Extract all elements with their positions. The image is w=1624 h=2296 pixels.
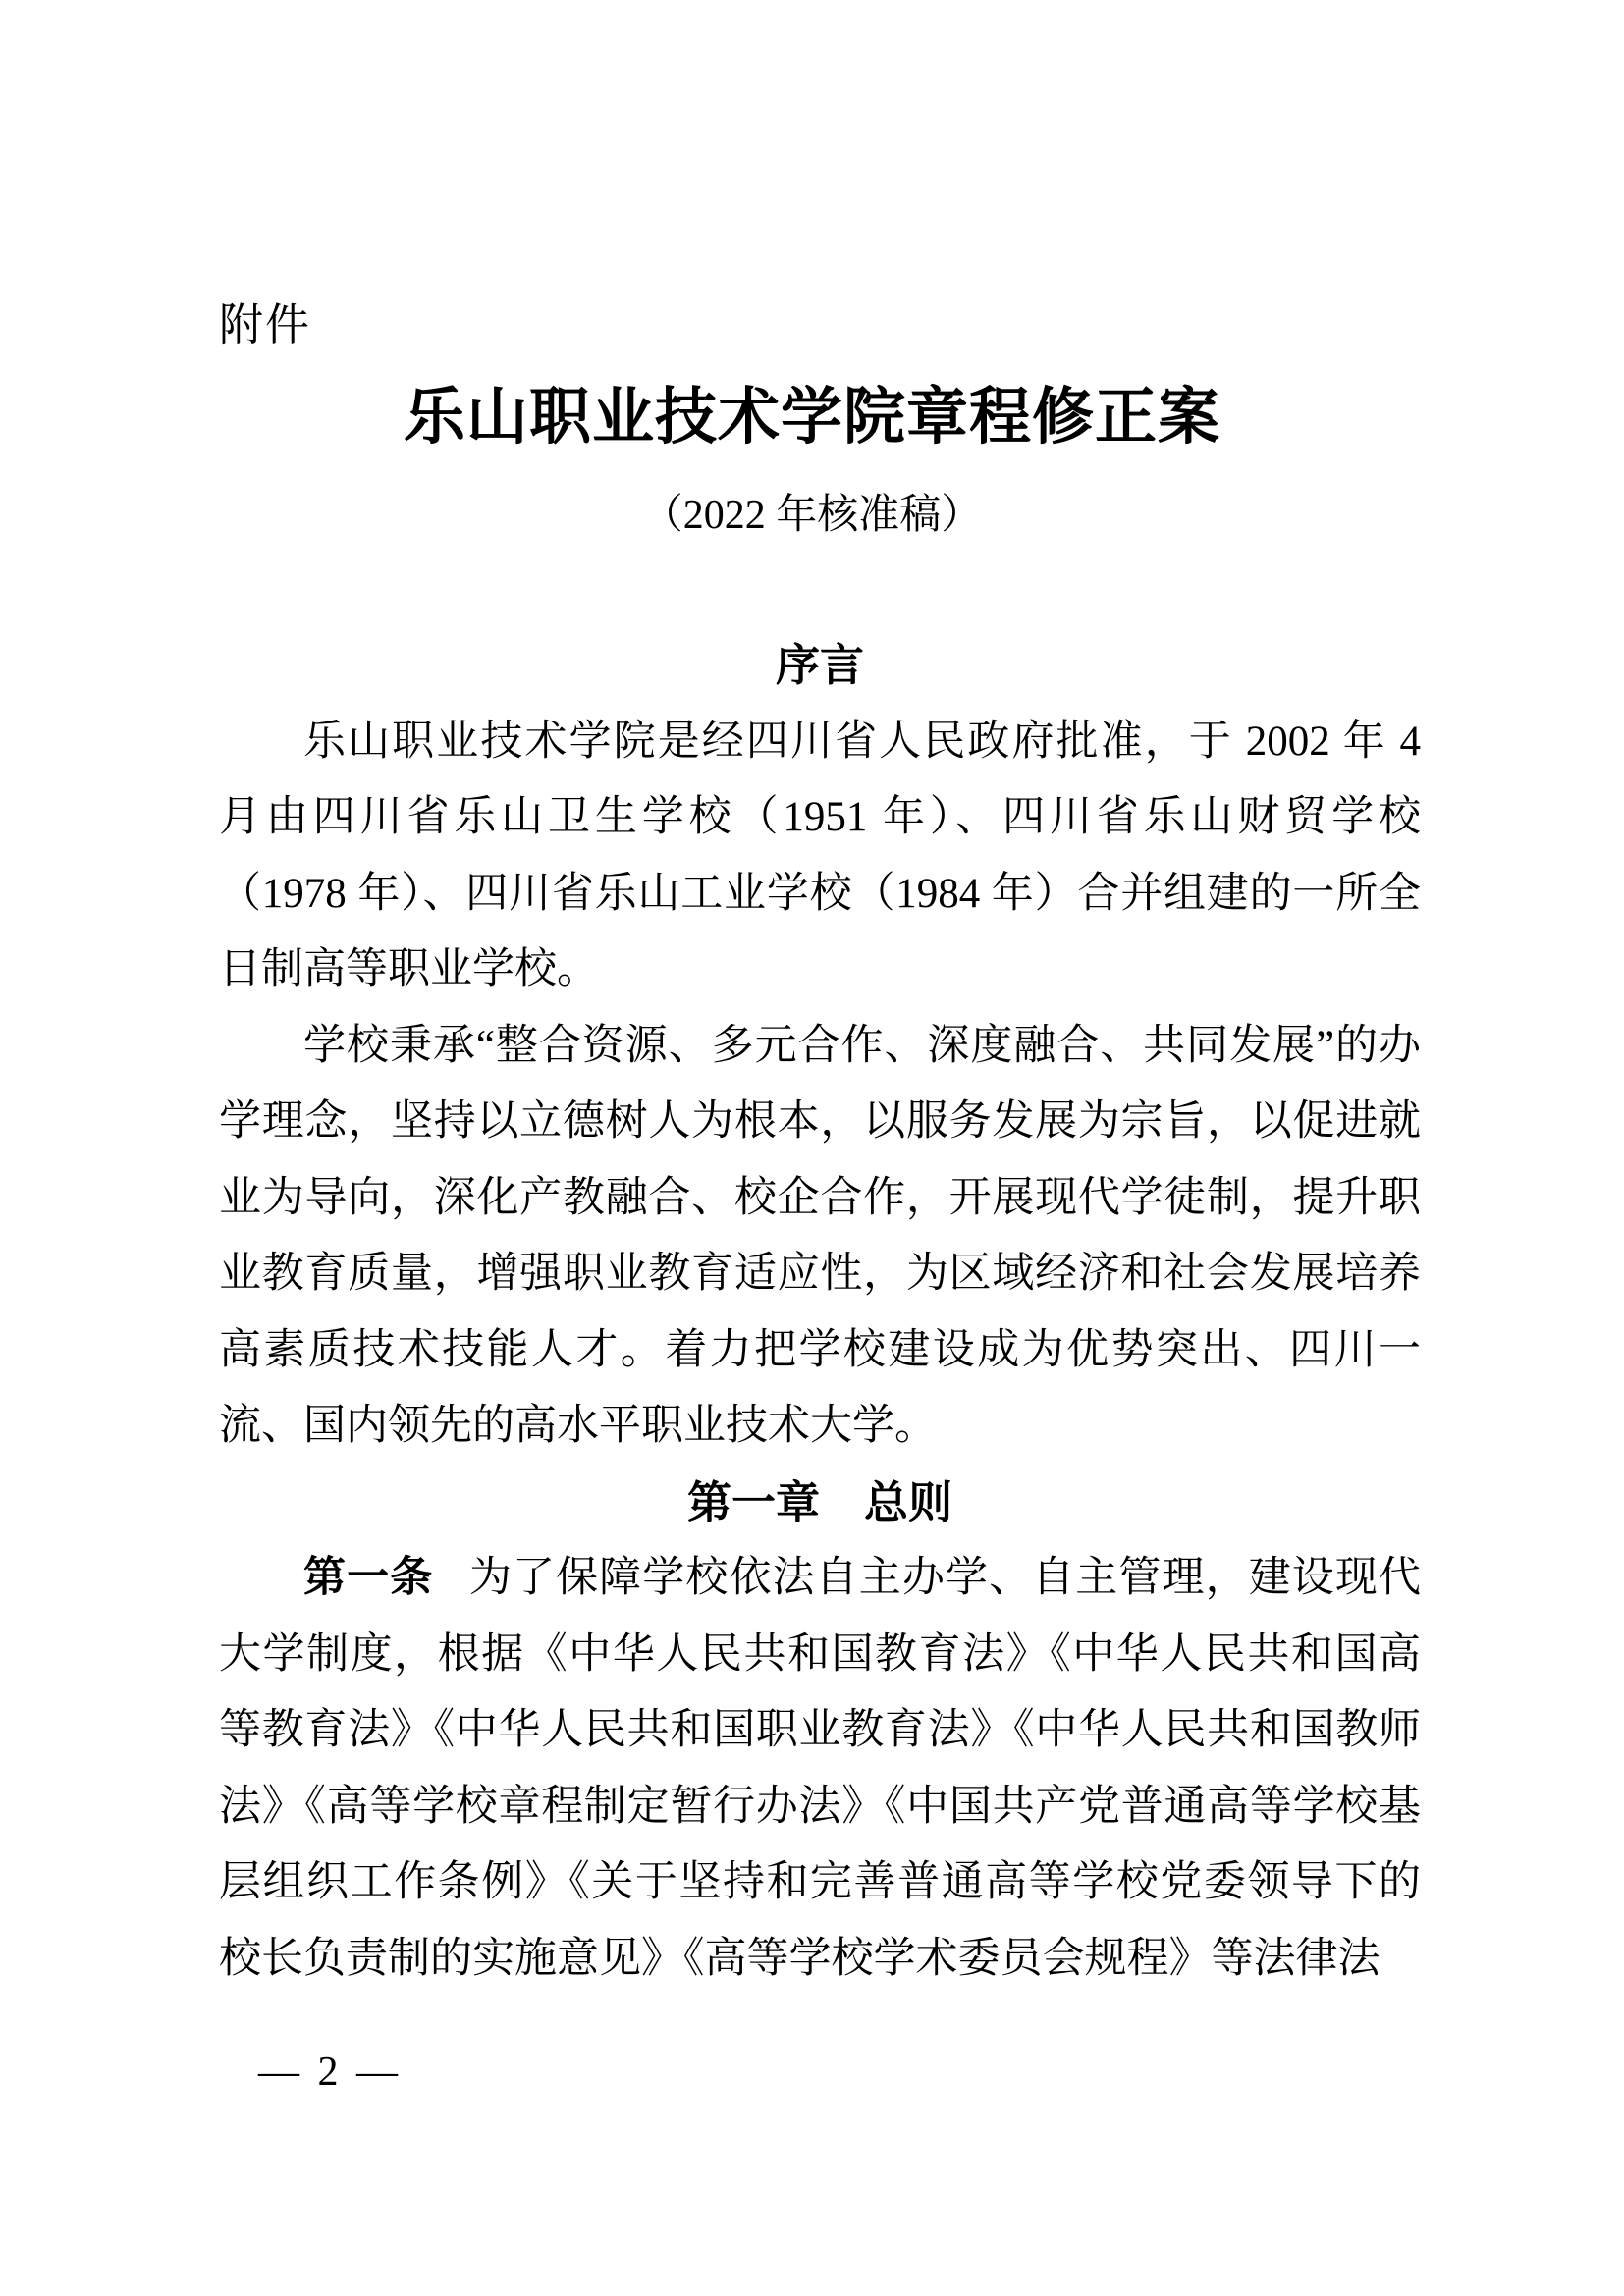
attachment-label: 附件: [219, 299, 312, 349]
article-1-label: 第一条: [303, 1554, 434, 1601]
article-1-text: 为了保障学校依法自主办学、自主管理，建设现代大学制度，根据《中华人民共和国教育法》《中华人民共和国高等教育法》《中华人民共和国职业教育法》《中华人民共和国教师法》《高等学校章程制定暂行办法》《中国共产党普通高等学校基层组织工作条例》《关于坚持和完善普通高等学校党委领导下的校长负责制的实施意见》《高等学校学术委员会规程》等法律法: [219, 1555, 1422, 1982]
preface-heading: 序言: [775, 640, 864, 690]
page-number: — 2 —: [258, 2050, 402, 2095]
article-1-paragraph: [219, 1540, 1421, 1997]
document-subtitle: （2022 年核准稿）: [641, 493, 983, 538]
preface-paragraph-2: 学校秉承“整合资源、多元合作、深度融合、共同发展”的办学理念，坚持以立德树人为根本，以服务发展为宗旨，以促进就业为导向，深化产教融合、校企合作，开展现代学徒制，提升职业教育质量，增强职业教育适应性，为区域经济和社会发展培养高素质技术技能人才。着力把学校建设成为优势突出、四川一流、国内领先的高水平职业技术大学。: [219, 1022, 1421, 1449]
document-body: [219, 627, 1421, 1997]
document-title: 乐山职业技术学院章程修正案: [404, 383, 1220, 452]
chapter-1-heading: 第一章 总则: [686, 1476, 952, 1527]
preface-paragraph-1: 乐山职业技术学院是经四川省人民政府批准，于 2002 年 4 月由四川省乐山卫生学校（1951 年）、四川省乐山财贸学校（1978 年）、四川省乐山工业学校（1984 年）合并组建的一所全日制高等职业学校。: [219, 718, 1421, 992]
